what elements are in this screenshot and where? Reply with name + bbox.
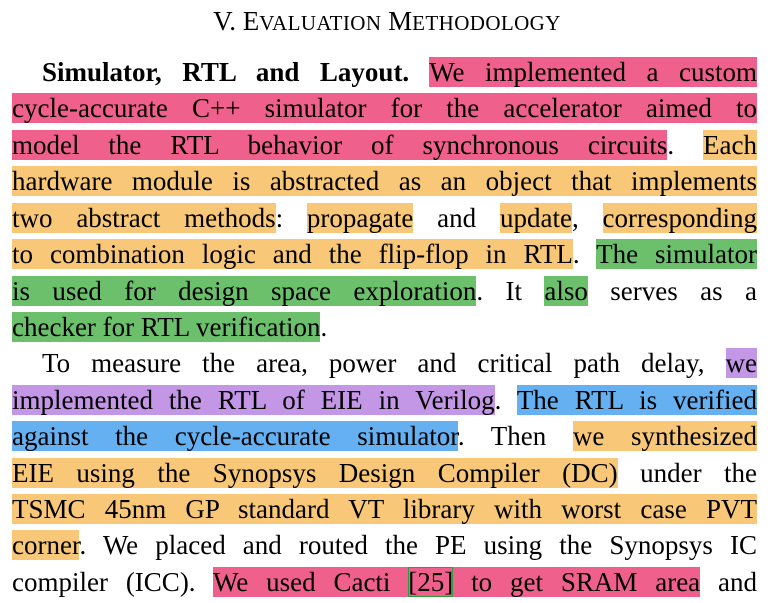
text-line bbox=[12, 130, 757, 166]
highlight-orange: Each bbox=[703, 129, 757, 160]
heading-part: VALUATION bbox=[259, 11, 382, 35]
heading-part: V. E bbox=[213, 6, 260, 36]
line-content bbox=[12, 458, 757, 488]
highlight-orange: EIE using the Synopsys Design Compiler (DC) bbox=[12, 457, 618, 488]
plain-text: : bbox=[275, 202, 307, 233]
line-content bbox=[12, 130, 757, 160]
text-line bbox=[12, 166, 757, 202]
highlight-green: checker for RTL verification bbox=[12, 311, 321, 342]
text-line bbox=[12, 530, 757, 566]
plain-text: To measure the area, power and critical path delay, bbox=[42, 348, 726, 379]
plain-text: . bbox=[320, 311, 328, 342]
heading-part: ETHODOLOGY bbox=[412, 11, 561, 35]
plain-text: compiler (ICC). bbox=[12, 566, 213, 597]
text-line bbox=[12, 312, 757, 348]
plain-text: , bbox=[571, 202, 603, 233]
highlight-pink: We used Cacti bbox=[212, 566, 409, 597]
section-heading bbox=[0, 6, 774, 36]
highlight-blue: The RTL is verified bbox=[516, 384, 758, 415]
highlight-pink: cycle-accurate C++ simulator for the accelerator aimed to bbox=[12, 93, 757, 124]
highlight-green: The simulator bbox=[596, 239, 757, 270]
highlight-orange: corresponding bbox=[602, 202, 758, 233]
line-content bbox=[12, 421, 757, 451]
highlight-orange: TSMC 45nm GP standard VT library with worst case PVT bbox=[12, 494, 757, 525]
highlight-pink: to get SRAM area bbox=[453, 566, 701, 597]
run-in-heading: Simulator, RTL and Layout. bbox=[42, 57, 410, 87]
plain-text: . We placed and routed the PE using the Synopsys IC bbox=[79, 530, 757, 561]
highlight-green: is used for design space exploration bbox=[12, 275, 477, 306]
plain-text: . bbox=[572, 239, 597, 270]
text-line bbox=[12, 458, 757, 494]
plain-text: . bbox=[667, 129, 704, 160]
line-content bbox=[12, 166, 757, 196]
highlight-orange: propagate bbox=[306, 202, 414, 233]
plain-text: . Then bbox=[457, 421, 573, 452]
line-content bbox=[12, 530, 757, 560]
line-content bbox=[12, 312, 327, 342]
highlight-orange: to combination logic and the flip-flop in RTL bbox=[12, 239, 573, 270]
line-content bbox=[12, 494, 757, 524]
plain-text: under the bbox=[617, 457, 757, 488]
highlight-orange: corner bbox=[12, 530, 80, 561]
plain-text: and bbox=[413, 202, 500, 233]
text-line bbox=[12, 239, 757, 275]
highlight-pink: model the RTL behavior of synchronous circuits bbox=[12, 129, 668, 160]
plain-text: . bbox=[494, 384, 517, 415]
highlight-purple: we bbox=[725, 348, 757, 379]
plain-text bbox=[409, 57, 429, 87]
plain-text: . It bbox=[476, 275, 545, 306]
citation-link[interactable]: [25] bbox=[408, 566, 454, 597]
highlight-blue: against the cycle-accurate simulator bbox=[12, 421, 458, 452]
line-content bbox=[12, 239, 757, 269]
text-line bbox=[12, 385, 757, 421]
highlight-orange: update bbox=[499, 202, 572, 233]
highlight-pink: We implemented a custom bbox=[429, 57, 757, 87]
highlight-orange: two abstract methods bbox=[12, 202, 276, 233]
text-line bbox=[12, 203, 757, 239]
text-line bbox=[12, 93, 757, 129]
paragraph-first-line bbox=[12, 348, 757, 384]
text-line bbox=[12, 421, 757, 457]
text-line bbox=[12, 567, 757, 603]
line-content bbox=[12, 385, 757, 415]
line-content bbox=[42, 57, 757, 87]
plain-text: serves as a bbox=[587, 275, 757, 306]
section-body bbox=[12, 57, 757, 603]
plain-text: and bbox=[700, 566, 758, 597]
text-line bbox=[12, 494, 757, 530]
line-content bbox=[12, 276, 757, 306]
heading-part: M bbox=[381, 6, 413, 36]
line-content bbox=[42, 348, 757, 378]
paragraph-first-line bbox=[12, 57, 757, 93]
line-content bbox=[12, 93, 757, 123]
highlight-orange: hardware module is abstracted as an object that implements bbox=[12, 166, 757, 197]
highlight-green: also bbox=[544, 275, 588, 306]
highlight-purple: implemented the RTL of EIE in Verilog bbox=[12, 384, 495, 415]
highlight-orange: we synthesized bbox=[572, 421, 757, 452]
line-content bbox=[12, 567, 757, 597]
text-line bbox=[12, 276, 757, 312]
line-content bbox=[12, 203, 757, 233]
